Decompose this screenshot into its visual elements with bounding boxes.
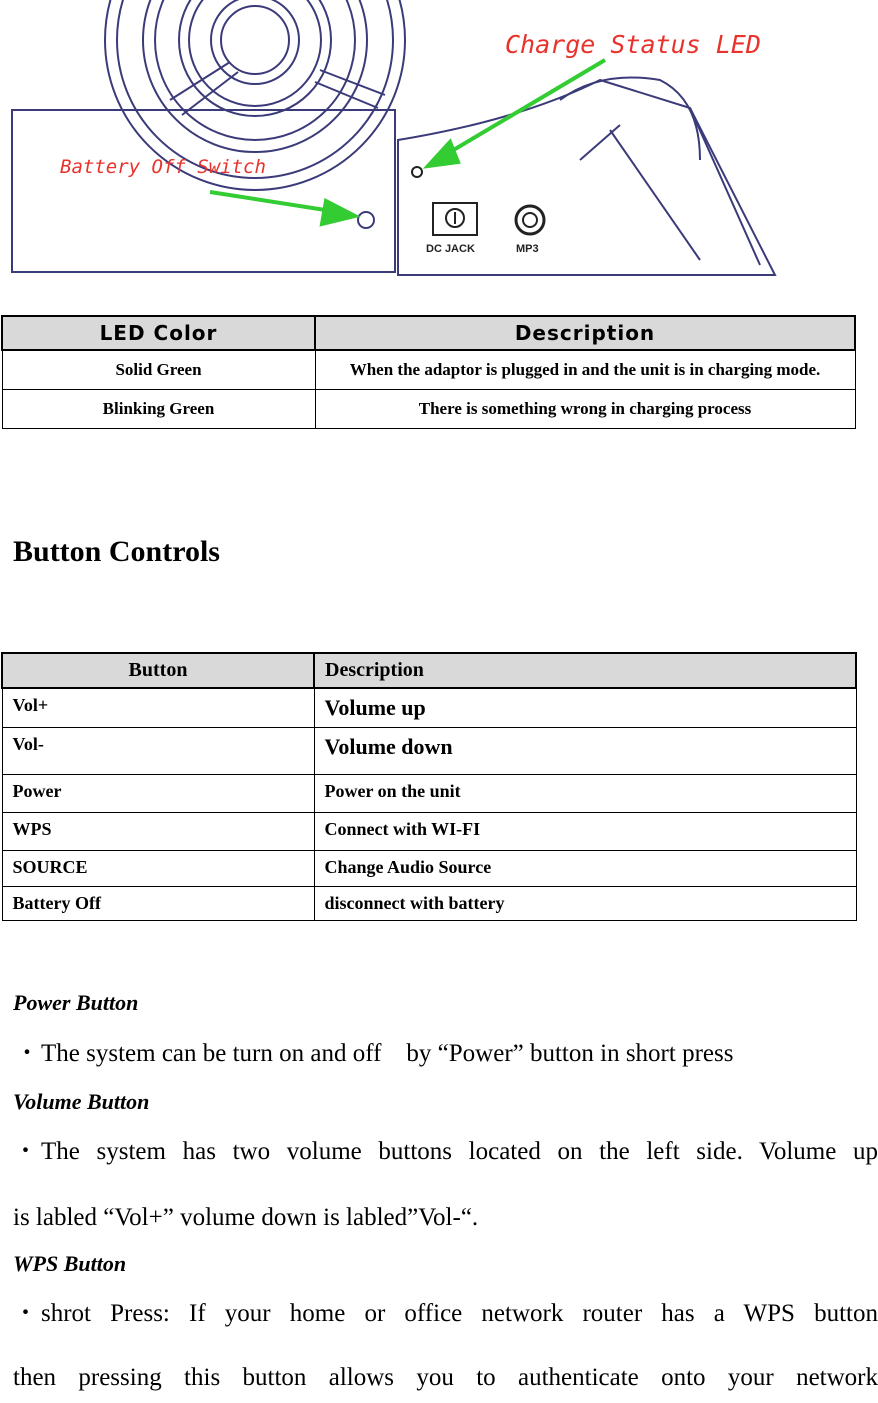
bullet: ・ bbox=[14, 1040, 40, 1067]
header-button: Button bbox=[2, 653, 314, 688]
wps-paragraph-line1: ・ shrot Press: If your home or office network router has a WPS button bbox=[13, 1289, 878, 1339]
bullet: ・ bbox=[13, 1138, 39, 1165]
table-row bbox=[2, 851, 856, 887]
button-name-cell: Battery Off bbox=[2, 887, 314, 921]
dc-jack-label: DC JACK bbox=[426, 243, 475, 255]
button-description-cell: Power on the unit bbox=[314, 775, 856, 813]
header-led-color: LED Color bbox=[2, 316, 315, 350]
charge-led-indicator bbox=[412, 167, 422, 177]
header-description: Description bbox=[314, 653, 856, 688]
led-description-cell: There is something wrong in charging process bbox=[315, 390, 855, 429]
power-button-heading: Power Button bbox=[13, 990, 139, 1015]
mp3-port bbox=[516, 206, 544, 234]
button-name-cell: WPS bbox=[2, 813, 314, 851]
mp3-label: MP3 bbox=[516, 243, 539, 255]
device-diagram bbox=[0, 0, 800, 305]
arrow-head-led bbox=[428, 142, 458, 166]
table-row bbox=[2, 813, 856, 851]
battery-off-switch-callout: Battery Off Switch bbox=[60, 156, 266, 178]
button-name-cell: SOURCE bbox=[2, 851, 314, 887]
button-description-cell: Change Audio Source bbox=[314, 851, 856, 887]
table-row bbox=[2, 775, 856, 813]
button-description-cell: disconnect with battery bbox=[314, 887, 856, 921]
table-header-row bbox=[2, 316, 855, 350]
header-description: Description bbox=[315, 316, 855, 350]
battery-off-switch-indicator bbox=[358, 212, 374, 228]
table-row bbox=[2, 728, 856, 775]
button-controls-table bbox=[1, 652, 857, 921]
bullet: ・ bbox=[13, 1300, 39, 1327]
power-button-paragraph: ・The system can be turn on and off by “Power” button in short press bbox=[13, 1029, 878, 1079]
led-color-cell: Blinking Green bbox=[2, 390, 315, 429]
led-color-cell: Solid Green bbox=[2, 350, 315, 390]
device-body-outline bbox=[12, 110, 395, 272]
button-name-cell: Vol- bbox=[2, 728, 314, 775]
table-row bbox=[2, 350, 855, 390]
volume-button-heading: Volume Button bbox=[13, 1089, 150, 1114]
table-row bbox=[2, 688, 856, 728]
button-description-cell: Volume up bbox=[314, 688, 856, 728]
section-title: Button Controls bbox=[13, 535, 220, 568]
wps-paragraph-line2: then pressing this button allows you to authenticate onto your network bbox=[13, 1364, 878, 1391]
led-color-table bbox=[1, 315, 856, 429]
button-description-cell: Volume down bbox=[314, 728, 856, 775]
button-name-cell: Power bbox=[2, 775, 314, 813]
arrow-head-switch bbox=[322, 201, 355, 224]
button-description-cell: Connect with WI-FI bbox=[314, 813, 856, 851]
table-row bbox=[2, 887, 856, 921]
volume-paragraph-line1: ・ The system has two volume buttons located on the left side. Volume up bbox=[13, 1127, 878, 1177]
led-description-cell: When the adaptor is plugged in and the unit is in charging mode. bbox=[315, 350, 855, 390]
table-header-row bbox=[2, 653, 856, 688]
button-name-cell: Vol+ bbox=[2, 688, 314, 728]
volume-paragraph-line2: is labled “Vol+” volume down is labled”Vol-“. bbox=[13, 1204, 479, 1231]
table-row bbox=[2, 390, 855, 429]
wps-button-heading: WPS Button bbox=[13, 1251, 127, 1276]
charge-status-led-callout: Charge Status LED bbox=[505, 30, 761, 59]
